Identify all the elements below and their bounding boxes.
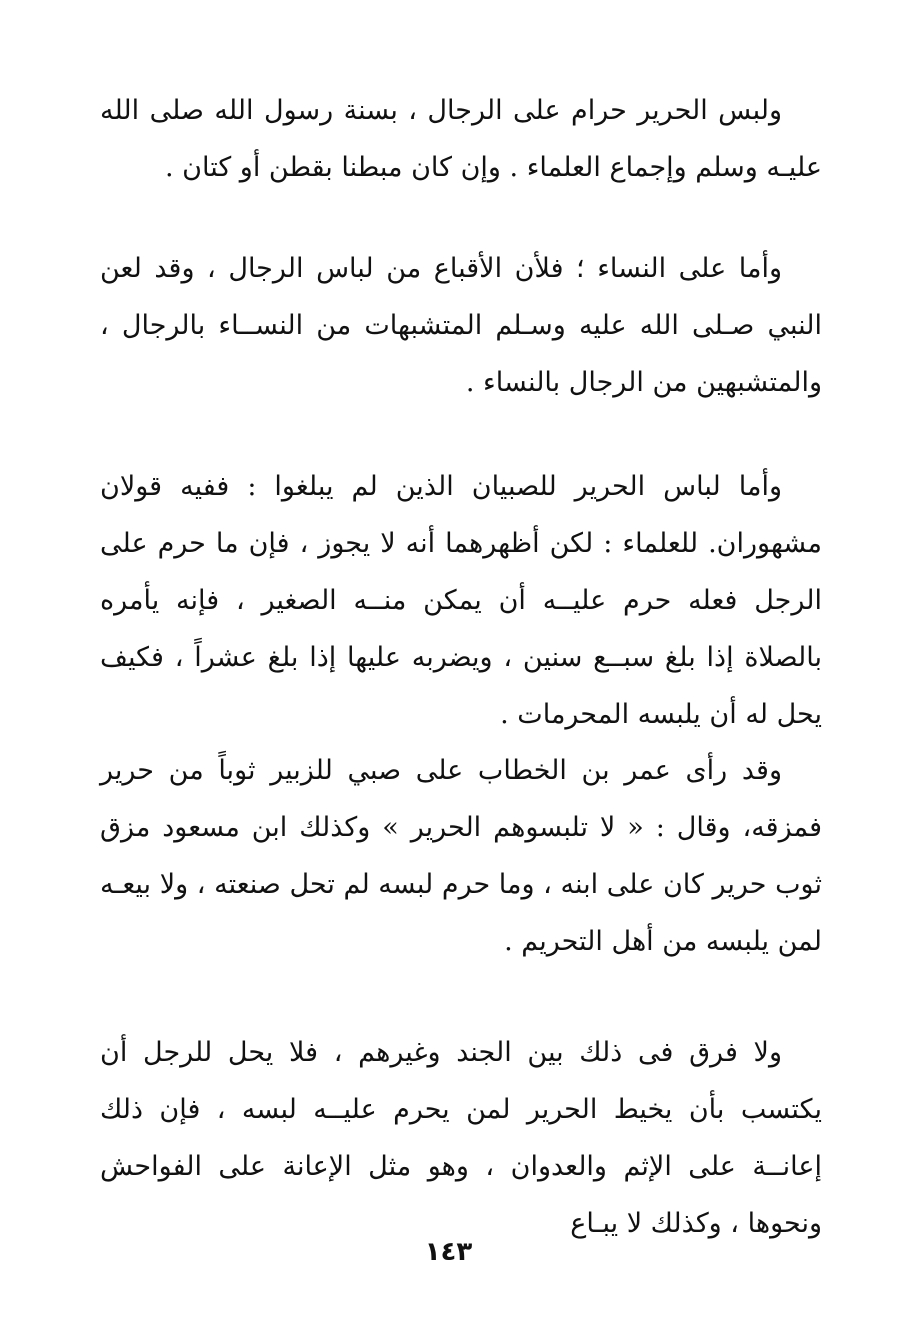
paragraph-text: وقد رأى عمر بن الخطاب على صبي للزبير ثوباً من حرير فمزقه، وقال : « لا تلبسوهم الحرير » وكذلك ابن مسعود مزق ثوب حرير كان على ابنه ، وما حرم لبسه لم تحل صنعته ، ولا بيعـه لمن يلبسه من أهل التحريم . xyxy=(100,755,822,957)
paragraph-2 xyxy=(100,240,822,411)
paragraph-1 xyxy=(100,82,822,196)
page-number: ١٤٣ xyxy=(424,1237,473,1267)
paragraph-4 xyxy=(100,742,822,970)
paragraph-5 xyxy=(100,1024,822,1252)
paragraph-text: وأما على النساء ؛ فلأن الأقباع من لباس الرجال ، وقد لعن النبي صـلى الله عليه وسـلم المتشبهات من النســاء بالرجال ، والمتشبهين من الرجال بالنساء . xyxy=(100,253,822,398)
paragraph-text: ولبس الحرير حرام على الرجال ، بسنة رسول الله صلى الله عليـه وسلم وإجماع العلماء . وإن كان مبطنا بقطن أو كتان . xyxy=(100,95,822,183)
paragraph-text: ولا فرق فى ذلك بين الجند وغيرهم ، فلا يحل للرجل أن يكتسب بأن يخيط الحرير لمن يحرم عليــه لبسه ، فإن ذلك إعانــة على الإثم والعدوان ، وهو مثل الإعانة على الفواحش ونحوها ، وكذلك لا يبـاع xyxy=(100,1037,822,1239)
paragraph-text: وأما لباس الحرير للصبيان الذين لم يبلغوا : ففيه قولان مشهوران. للعلماء : لكن أظهرهما أنه لا يجوز ، فإن ما حرم على الرجل فعله حرم عليــه أن يمكن منــه الصغير ، فإنه يأمره بالصلاة إذا بلغ سبــع سنين ، ويضربه عليها إذا بلغ عشراً ، فكيف يحل له أن يلبسه المحرمات . xyxy=(100,471,822,730)
paragraph-3 xyxy=(100,458,822,743)
